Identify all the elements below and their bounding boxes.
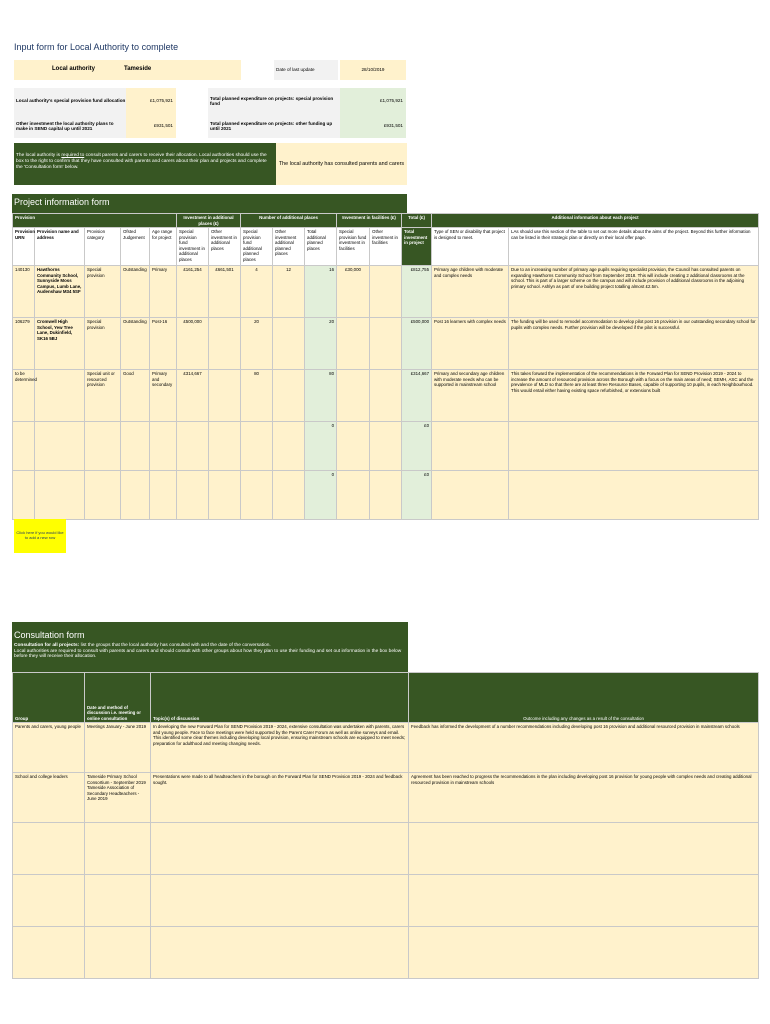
project-row	[13, 370, 759, 422]
consultation-header-row	[13, 673, 759, 723]
consultation-cell-outcome[interactable]	[409, 927, 759, 979]
project-cell-ofsted[interactable]: Good	[121, 370, 150, 422]
col-info: LAs should use this section of the table to set out more details about the aims of the project. Beyond this further information can be listed in their strategic plan or directly on their local offer page.	[509, 228, 759, 266]
project-cell-age[interactable]: Primary	[150, 266, 177, 318]
consultation-cell-topics[interactable]: In developing the new Forward Plan for SEND Provision 2019 - 2024, extensive consultation was undertaken with parents, carers and young people. Face to face meetings were held supported by the Parent Carer Forum as well as online surveys and email. This identified some clear themes including developing local provision, ensuring mainstream schools are equipped to meet needs; preparation for adulthood and meeting changing needs.	[151, 723, 409, 773]
project-cell-spf-places[interactable]	[177, 471, 209, 520]
project-cell-sen-type[interactable]: Post 16 learners with complex needs	[432, 318, 509, 370]
project-cell-other-num[interactable]	[273, 370, 305, 422]
form-title: Input form for Local Authority to complete	[14, 42, 179, 52]
project-cell-name[interactable]: Hawthorns Community School, Sunnyside Moss Campus, Lumb Lane, Audenshaw M34 5SF	[35, 266, 85, 318]
la-value[interactable]: Tameside	[124, 66, 152, 73]
project-cell-name[interactable]	[35, 370, 85, 422]
group-provision: Provision	[13, 214, 177, 228]
col-spf-places: Special provision fund investment in additional places	[177, 228, 209, 266]
consultation-cell-outcome[interactable]: Feedback has informed the development of a number recommendations including developing post 16 provision and additional resourced provision in mainstream schools	[409, 723, 759, 773]
project-cell-age[interactable]	[150, 422, 177, 471]
consultation-cell-group[interactable]	[13, 875, 85, 927]
consultation-intro-text: list the groups that the local authority has consulted with and the date of the conversation.	[79, 642, 271, 648]
project-cell-ofsted[interactable]: Outstanding	[121, 318, 150, 370]
project-cell-other-fac[interactable]	[370, 370, 402, 422]
project-cell-spf-fac[interactable]	[337, 471, 370, 520]
project-cell-sen-type[interactable]: Primary and secondary age children with moderate needs who can be supported in mainstream school	[432, 370, 509, 422]
consultation-cell-group[interactable]	[13, 823, 85, 875]
project-cell-spf-fac[interactable]	[337, 422, 370, 471]
project-cell-category[interactable]: Special provision	[85, 266, 121, 318]
project-cell-sen-type[interactable]: Primary age children with moderate and complex needs	[432, 266, 509, 318]
project-cell-total-num: 16	[305, 266, 337, 318]
project-cell-urn[interactable]	[13, 422, 35, 471]
col-spf-num: Special provision fund additional planned places	[241, 228, 273, 266]
consultation-cell-date[interactable]: Tameside Primary School Consortium - September 2019 Tameside Association of Secondary Headteachers - June 2019	[85, 773, 151, 823]
project-cell-age[interactable]: Post-16	[150, 318, 177, 370]
tpe-spf-value: £1,075,921	[340, 88, 406, 114]
project-row	[13, 471, 759, 520]
project-cell-spf-num[interactable]	[241, 471, 273, 520]
project-cell-other-num[interactable]	[273, 318, 305, 370]
consultation-cell-date[interactable]	[85, 823, 151, 875]
project-column-header-row	[13, 228, 759, 266]
project-cell-spf-num[interactable]: 20	[241, 318, 273, 370]
project-cell-info[interactable]	[509, 471, 759, 520]
project-cell-spf-num[interactable]: 80	[241, 370, 273, 422]
consultation-cell-topics[interactable]	[151, 875, 409, 927]
consult-notice-post: consult parents and carers to receive their allocation. Local authorities should use the box to the right to confirm that they have consulted with parents and carers about their plan and projects and complete the 'Consultation form' below.	[16, 153, 267, 170]
project-group-header-row	[13, 214, 759, 228]
project-cell-other-num[interactable]	[273, 422, 305, 471]
ccol-group: Group	[13, 673, 85, 723]
project-cell-ofsted[interactable]: Outstanding	[121, 266, 150, 318]
project-cell-total-inv: £500,000	[402, 318, 432, 370]
col-urn: Provision URN	[13, 228, 35, 266]
project-cell-name[interactable]	[35, 471, 85, 520]
col-name: Provision name and address	[35, 228, 85, 266]
project-cell-info[interactable]: Due to an increasing number of primary age pupils requiring specialist provision, the Council has consulted parents on expanding Hawthorns Community School from September 2018. This will include creating 2 additional classrooms at the school. This is part of a larger scheme on the campus and will include provision of additional classrooms in the adjoining primary school. Ashlyn as part of one building project totalling almost £2.5m.	[509, 266, 759, 318]
project-table	[12, 213, 759, 520]
project-cell-name[interactable]	[35, 422, 85, 471]
col-age: Age range for project	[150, 228, 177, 266]
project-cell-category[interactable]	[85, 422, 121, 471]
project-cell-ofsted[interactable]	[121, 422, 150, 471]
consultation-header	[12, 622, 408, 672]
consultation-table	[12, 672, 759, 979]
consultation-row	[13, 875, 759, 927]
project-cell-other-fac[interactable]	[370, 318, 402, 370]
project-cell-other-places[interactable]: £661,501	[209, 266, 241, 318]
project-cell-spf-places[interactable]: £161,254	[177, 266, 209, 318]
project-cell-name[interactable]: Cromwell High School, Yew Tree Lane, Dukinfield, SK16 5BJ	[35, 318, 85, 370]
project-cell-info[interactable]	[509, 422, 759, 471]
project-cell-total-inv: £812,755	[402, 266, 432, 318]
project-cell-other-places[interactable]	[209, 471, 241, 520]
project-cell-other-places[interactable]	[209, 318, 241, 370]
ccol-outcome: Outcome including any changes as a result of the consultation	[409, 673, 759, 723]
project-cell-urn[interactable]	[13, 471, 35, 520]
tpe-spf-label: Total planned expenditure on projects: special provision fund	[208, 88, 340, 114]
project-cell-urn[interactable]: to be determined	[13, 370, 35, 422]
project-row	[13, 422, 759, 471]
group-additional: Additional information about each project	[432, 214, 759, 228]
project-cell-spf-fac[interactable]: £30,000	[337, 266, 370, 318]
spa-label: Local authority's special provision fund allocation	[14, 88, 126, 114]
ccol-topics: Topic(s) of discussion	[151, 673, 409, 723]
consultation-cell-date[interactable]	[85, 927, 151, 979]
date-label: Date of last update	[274, 60, 338, 80]
add-row-button[interactable]: Click here if you would like to add a new row	[14, 519, 66, 553]
project-cell-info[interactable]: The funding will be used to remodel accommodation to develop pilot post 16 provision in our outstanding secondary school for pupils with complex needs. Further provision will be developed if the pilot is successful.	[509, 318, 759, 370]
project-cell-urn[interactable]: 106279	[13, 318, 35, 370]
consultation-cell-topics[interactable]	[151, 823, 409, 875]
project-cell-total-num: 0	[305, 422, 337, 471]
other-label: Other investment the local authority plans to make in SEND capital up until 2021	[14, 114, 126, 138]
project-cell-spf-num[interactable]: 4	[241, 266, 273, 318]
project-cell-age[interactable]	[150, 471, 177, 520]
consultation-intro-2: Local authorities are required to consult with parents and carers and should consult with other groups about how they plan to use their funding and set out information in the box below before they will receive their allocation.	[14, 648, 402, 660]
project-cell-category[interactable]: Special unit or resourced provision	[85, 370, 121, 422]
project-cell-other-num[interactable]	[273, 471, 305, 520]
col-other-num: Other investment additional planned places	[273, 228, 305, 266]
col-other-places: Other investment in additional places	[209, 228, 241, 266]
consultation-cell-group[interactable]: Parents and carers, young people	[13, 723, 85, 773]
spa-value[interactable]: £1,075,921	[126, 88, 176, 114]
project-cell-total-num: 80	[305, 370, 337, 422]
project-cell-urn[interactable]: 140130	[13, 266, 35, 318]
consultation-cell-group[interactable]	[13, 927, 85, 979]
project-cell-spf-places[interactable]: £500,000	[177, 318, 209, 370]
project-cell-other-places[interactable]	[209, 370, 241, 422]
col-ofsted: Ofsted Judgement	[121, 228, 150, 266]
group-inv-facilities: Investment in facilities (£)	[337, 214, 402, 228]
consult-confirmation[interactable]: The local authority has consulted parents and carers	[276, 143, 407, 185]
project-cell-category[interactable]	[85, 471, 121, 520]
project-cell-sen-type[interactable]	[432, 471, 509, 520]
project-cell-spf-places[interactable]	[177, 422, 209, 471]
project-section-title: Project information form	[12, 194, 407, 213]
project-cell-other-fac[interactable]	[370, 422, 402, 471]
project-cell-ofsted[interactable]	[121, 471, 150, 520]
group-total: Total (£)	[402, 214, 432, 228]
project-cell-spf-fac[interactable]	[337, 370, 370, 422]
consultation-row	[13, 823, 759, 875]
consultation-cell-topics[interactable]: Presentations were made to all headteachers in the borough on the Forward Plan for SEND Provision 2019 - 2024 and feedback sought.	[151, 773, 409, 823]
group-num-places: Number of additional places	[241, 214, 337, 228]
consultation-cell-outcome[interactable]: Agreement has been reached to progress the recommendations in the plan including developing post 16 provision for young people with complex needs and creating additional resourced provision in mainstream schools	[409, 773, 759, 823]
col-total-inv: Total investment in project	[402, 228, 432, 266]
tpe-other-value: £931,501	[340, 114, 406, 138]
project-cell-total-inv: £0	[402, 471, 432, 520]
consultation-cell-date[interactable]: Meetings January - June 2019	[85, 723, 151, 773]
project-cell-other-fac[interactable]	[370, 471, 402, 520]
col-spf-fac: Special provision fund investment in facilities	[337, 228, 370, 266]
consultation-row	[13, 723, 759, 773]
col-category: Provision category	[85, 228, 121, 266]
group-inv-places: Investment in additional places (£)	[177, 214, 241, 228]
la-label: Local authority	[52, 66, 96, 73]
project-cell-sen-type[interactable]	[432, 422, 509, 471]
consult-notice-link: required to	[61, 153, 85, 158]
project-cell-total-inv: £0	[402, 422, 432, 471]
consultation-cell-outcome[interactable]	[409, 823, 759, 875]
date-value[interactable]: 28/10/2019	[340, 60, 406, 80]
project-cell-spf-places[interactable]: £314,667	[177, 370, 209, 422]
consultation-cell-topics[interactable]	[151, 927, 409, 979]
col-other-fac: Other investment in facilities	[370, 228, 402, 266]
project-row	[13, 266, 759, 318]
col-total-num: Total additional planned places	[305, 228, 337, 266]
consult-notice-pre: The local authority is	[16, 153, 62, 158]
project-cell-total-num: 20	[305, 318, 337, 370]
project-cell-spf-fac[interactable]	[337, 318, 370, 370]
project-cell-total-num: 0	[305, 471, 337, 520]
consultation-cell-outcome[interactable]	[409, 875, 759, 927]
project-cell-other-num[interactable]: 12	[273, 266, 305, 318]
consultation-title: Consultation form	[14, 630, 85, 640]
project-cell-category[interactable]: Special provision	[85, 318, 121, 370]
consultation-intro-bold: Consultation for all projects:	[14, 642, 80, 648]
project-row	[13, 318, 759, 370]
tpe-other-label: Total planned expenditure on projects: other funding up until 2021	[208, 114, 340, 138]
consultation-row	[13, 773, 759, 823]
consultation-cell-date[interactable]	[85, 875, 151, 927]
project-cell-other-places[interactable]	[209, 422, 241, 471]
consultation-row	[13, 927, 759, 979]
other-value[interactable]: £931,501	[126, 114, 176, 138]
col-sen-type: Type of SEN or disability that project is designed to meet.	[432, 228, 509, 266]
project-cell-other-fac[interactable]	[370, 266, 402, 318]
project-cell-info[interactable]: This takes forward the implementation of the recommendations in the Forward Plan for SEND Provision 2019 - 2024 to increase the amount of resourced provision across the Borough with a focus on the main areas of need; SEMH, ASC and the prevalence of MLD so that there are at least three Resource Bases, capable of supporting 10 pupils, in each Neighbourhood. This would entail either having existing space refurbished, or extensions built	[509, 370, 759, 422]
project-cell-spf-num[interactable]	[241, 422, 273, 471]
project-cell-age[interactable]: Primary and secondary	[150, 370, 177, 422]
consultation-cell-group[interactable]: School and college leaders	[13, 773, 85, 823]
ccol-date: Date and method of discussion i.e. meeting or online consultation	[85, 673, 151, 723]
consult-notice	[14, 143, 276, 185]
project-cell-total-inv: £314,667	[402, 370, 432, 422]
